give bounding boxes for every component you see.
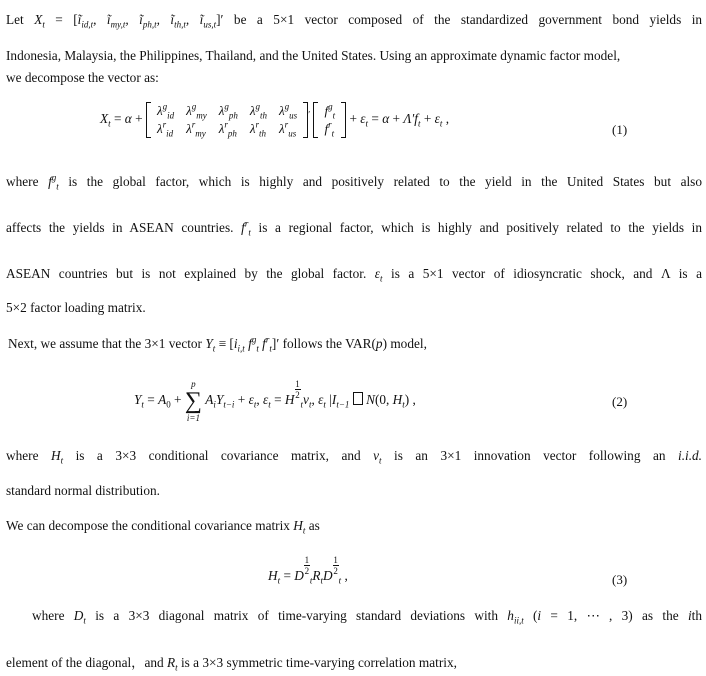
equation-1-number: (1) [612, 122, 628, 137]
para4-line1: where $H_t$ is a 3×3 conditional covariance matrix, and $v_t$ is an 3×1 innovation vector following an i.i.d. [6, 448, 703, 466]
equation-3-number: (3) [612, 572, 628, 587]
factor-vector: $f^g_t$ $f^r_t$ [313, 102, 346, 138]
para1-line1: Let $X_t$ = [$ĩ_{id,t}$, $ĩ_{my,t}$, $ĩ_{ph,t}$, $ĩ_{th,t}$, $ĩ_{us,t}]'$ be a 5×1 vector composed of the standardized government bond yields in [6, 12, 703, 30]
equation-3: $H_t = D\frac{1}{2}_tR_tD\frac{1}{2}_t$ , [268, 555, 348, 586]
para1-line2: Indonesia, Malaysia, the Philippines, Thailand, and the United States. Using an approximate dynamic factor model, [6, 48, 621, 63]
para2-line3: ASEAN countries but is not explained by the global factor. $\varepsilon_t$ is a 5×1 vector of idiosyncratic shock, and Λ is a [6, 266, 702, 284]
equation-2: $Y_t = A_0$ + p ∑ i=1 $A_iY_{t-i} + \varepsilon_t$, $\varepsilon_t = H\frac{1}{2}_tv_t$, $\varepsilon_t$ $|I_{t-1}$ N(0, $H_t$) , [134, 379, 416, 423]
para6-line1: where $D_t$ is a 3×3 diagonal matrix of time-varying standard deviations with $h_{ii,t}$ (i = 1, ⋯ , 3) as the ith [32, 608, 702, 626]
para1-line3: we decompose the vector as: [6, 70, 159, 85]
missing-glyph-box [353, 392, 363, 405]
para2-line4: 5×2 factor loading matrix. [6, 300, 146, 315]
para3: Next, we assume that the 3×1 vector $Y_t \equiv [i_{i,t}$ $f^g_t$ $f^r_t]'$ follows the VAR(p) model, [8, 334, 427, 354]
para2-line2: affects the yields in ASEAN countries. $f^r_t$ is a regional factor, which is highly and positively related to the yields in [6, 218, 702, 238]
para6-line2: element of the diagonal，and $R_t$ is a 3×3 symmetric time-varying correlation matrix, [6, 655, 457, 673]
para4-line2: standard normal distribution. [6, 483, 160, 498]
equation-2-number: (2) [612, 394, 628, 409]
para2-line1: where $f^g_t$ is the global factor, which is highly and positively related to the yield in the United States but also [6, 172, 702, 192]
para5: We can decompose the conditional covariance matrix $H_t$ as [6, 518, 320, 536]
sum-operator: p ∑ i=1 [184, 379, 202, 423]
equation-1: $X_t = \alpha$ + $\lambda^g_{id}$ $\lambda^g_{my}$ $\lambda^g_{ph}$ $\lambda^g_{th}$ $\lambda^g_{us}$ $\lambda^r_{id}$ $\lambda^r_{my}$ $\lambda^r_{ph}$ $\lambda^r_{th}$ $\lambda^r_{us}$ ′ $f^g_t$ $f^r_t$ + $\varepsilon_t = \alpha + \Lambda'f_t + \varepsilon_t$ , [100, 101, 450, 139]
loading-matrix: $\lambda^g_{id}$ $\lambda^g_{my}$ $\lambda^g_{ph}$ $\lambda^g_{th}$ $\lambda^g_{us}$ $\lambda^r_{id}$ $\lambda^r_{my}$ $\lambda^r_{ph}$ $\lambda^r_{th}$ $\lambda^r_{us}$ [146, 102, 308, 138]
